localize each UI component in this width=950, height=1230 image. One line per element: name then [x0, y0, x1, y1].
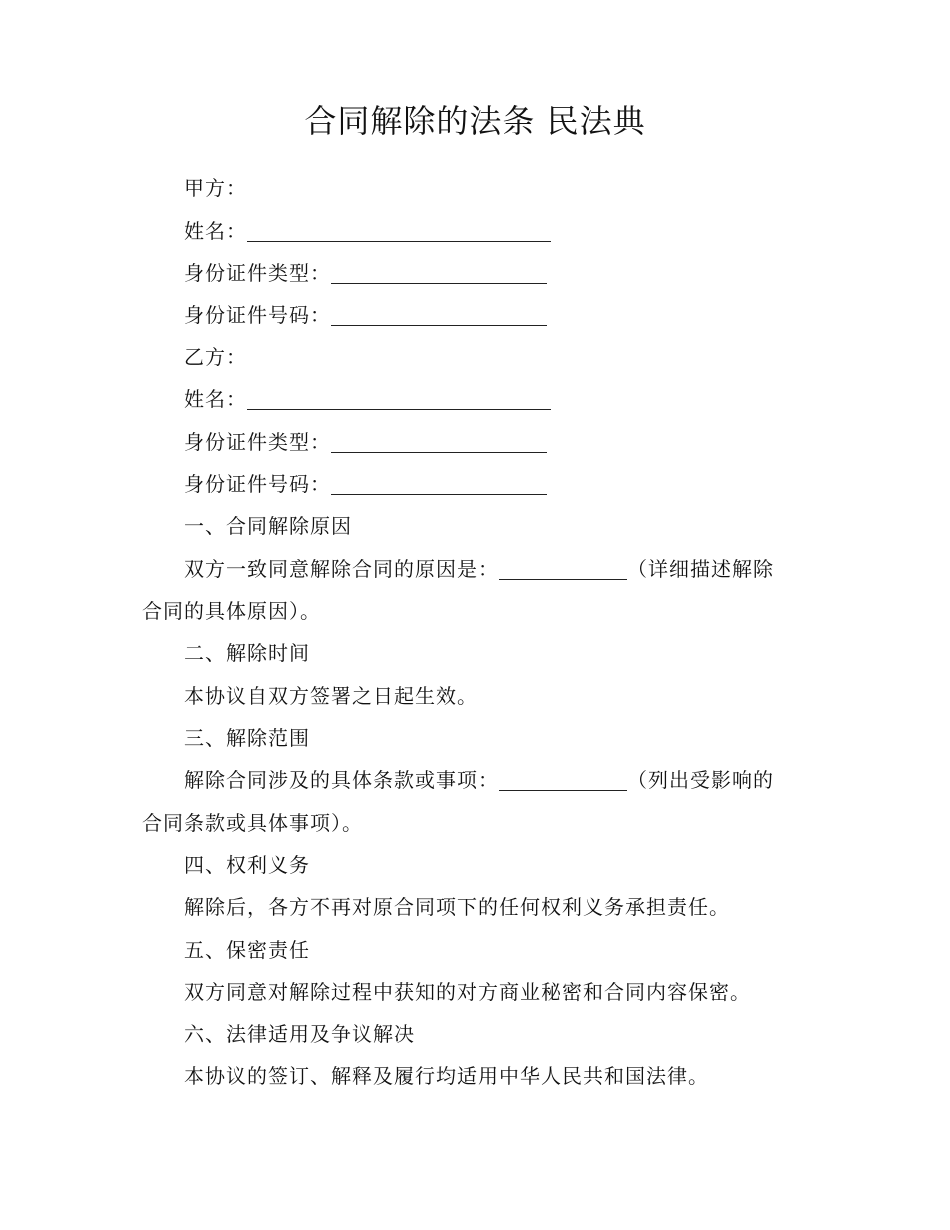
- section-4-title: 四、权利义务: [184, 853, 310, 877]
- party-a-id-type-row: [184, 258, 547, 288]
- party-b-name-label: 姓名：: [184, 387, 247, 411]
- section-5-title: 五、保密责任: [184, 938, 310, 962]
- party-b-id-number-row: [184, 469, 547, 499]
- document-title: 合同解除的法条 民法典: [304, 102, 646, 140]
- section-1-paragraph: [184, 554, 774, 584]
- section-1-reason-blank: [499, 561, 627, 580]
- section-2-text: 本协议自双方签署之日起生效。: [184, 684, 478, 708]
- party-a-id-number-row: [184, 300, 547, 330]
- party-b-id-type-row: [184, 427, 547, 457]
- party-a-name-row: [184, 216, 551, 246]
- party-a-id-number-label: 身份证件号码：: [184, 303, 331, 327]
- party-a-name-label: 姓名：: [184, 219, 247, 243]
- section-3-text-b: （列出受影响的: [627, 768, 774, 792]
- party-b-id-type-label: 身份证件类型：: [184, 430, 331, 454]
- section-1-text-b: （详细描述解除: [627, 557, 774, 581]
- party-a-id-type-label: 身份证件类型：: [184, 261, 331, 285]
- section-5-text: 双方同意对解除过程中获知的对方商业秘密和合同内容保密。: [184, 980, 751, 1004]
- party-b-name-row: [184, 384, 551, 414]
- section-3-items-blank: [499, 772, 627, 791]
- section-2-title: 二、解除时间: [184, 641, 310, 665]
- section-4-text: 解除后，各方不再对原合同项下的任何权利义务承担责任。: [184, 895, 730, 919]
- section-1-text-c: 合同的具体原因）。: [142, 599, 321, 623]
- party-b-id-type-blank: [331, 434, 547, 453]
- party-a-id-type-blank: [331, 265, 547, 284]
- party-a-heading: 甲方：: [184, 176, 247, 200]
- party-b-id-number-label: 身份证件号码：: [184, 472, 331, 496]
- party-b-heading: 乙方：: [184, 345, 247, 369]
- section-1-text-a: 双方一致同意解除合同的原因是：: [184, 557, 499, 581]
- section-3-text-c: 合同条款或具体事项）。: [142, 811, 363, 835]
- party-a-id-number-blank: [331, 307, 547, 326]
- section-3-paragraph: [184, 765, 774, 795]
- party-b-name-blank: [247, 391, 551, 410]
- section-6-title: 六、法律适用及争议解决: [184, 1022, 415, 1046]
- section-3-text-a: 解除合同涉及的具体条款或事项：: [184, 768, 499, 792]
- party-a-name-blank: [247, 223, 551, 242]
- section-3-title: 三、解除范围: [184, 726, 310, 750]
- section-6-text: 本协议的签订、解释及履行均适用中华人民共和国法律。: [184, 1064, 709, 1088]
- party-b-id-number-blank: [331, 476, 547, 495]
- section-1-title: 一、合同解除原因: [184, 514, 352, 538]
